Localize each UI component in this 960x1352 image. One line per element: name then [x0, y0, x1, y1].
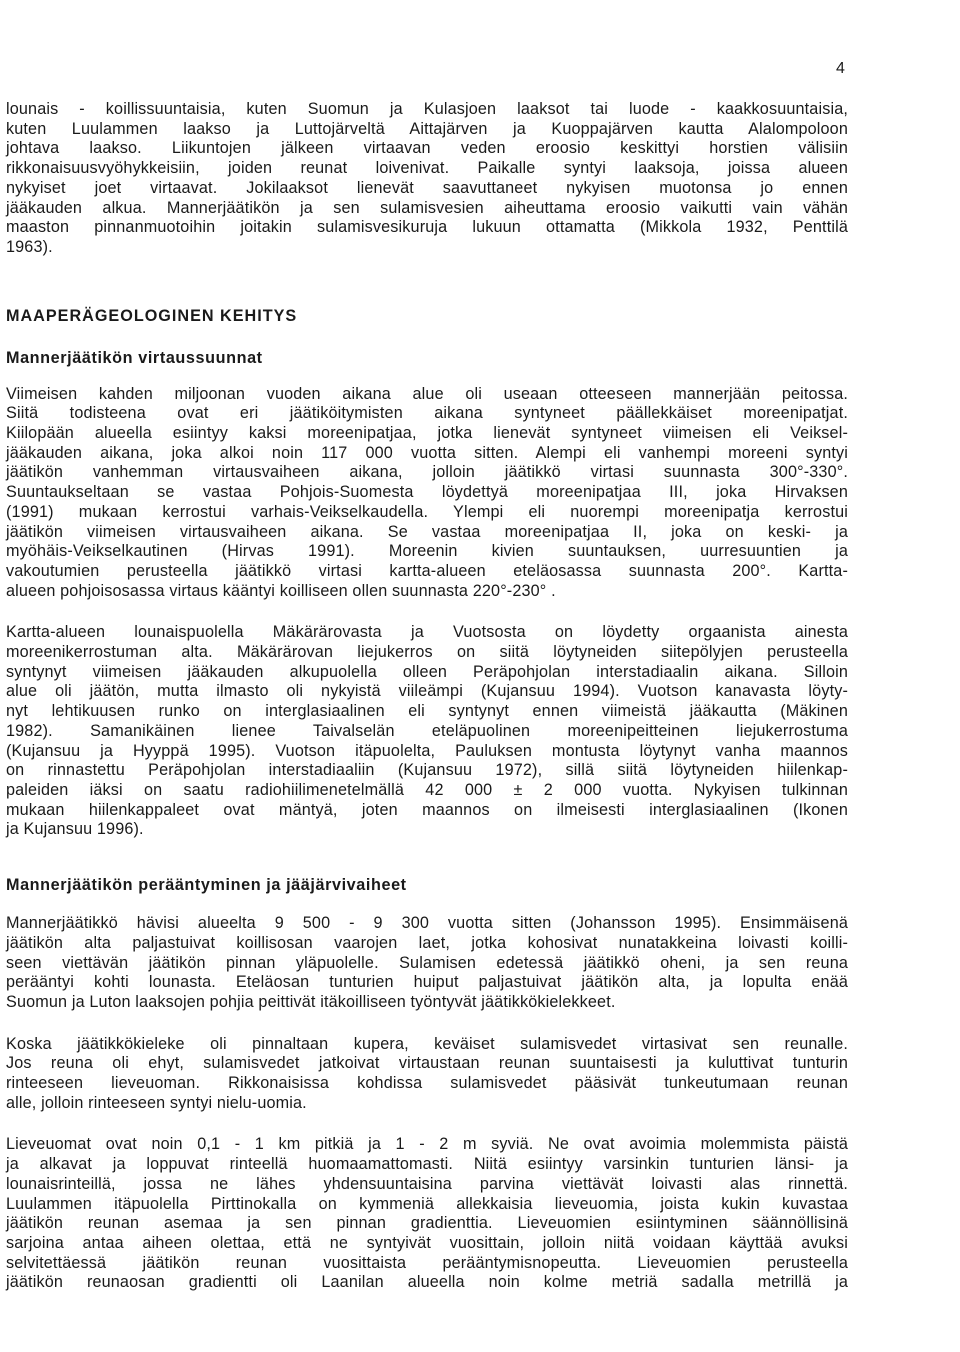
text-line: lounais - koillissuuntaisia, kuten Suomun ja Kulasjoen laaksot tai luode - kaakkosuuntaisia, — [6, 100, 848, 118]
text-line: nykyiset joet virtaavat. Jokilaaksot lienevät saavuttaneet nykyisen muotonsa jo ennen — [6, 178, 848, 197]
page-content — [6, 100, 848, 1293]
subsection-title-retreat: Mannerjäätikön perääntyminen ja jääjärvivaiheet — [6, 876, 407, 895]
text-line: 1982). Samanikäinen lienee Taivalselän eteläpuolinen moreenipeitteinen liejukerrostuma — [6, 721, 848, 740]
text-line: Luulammen itäpuolella Pirttinokalla on kymmeniä allekkaisia lieveuomia, joista kukin kuvastaa — [6, 1194, 848, 1213]
retreat-paragraph-1 — [6, 914, 848, 1013]
text-line: rikkonaisuusvyöhykkeisiin, joiden reunat loivenivat. Paikalle syntyi laaksoja, joissa alueen — [6, 159, 848, 178]
text-line: vakoutumien perusteella jäätikkö virtasi kartta-alueen eteläosassa suunnasta 200°. Kartta- — [6, 561, 848, 580]
text-line: Viimeisen kahden miljoonan vuoden aikana alue oli useaan otteeseen mannerjään peitossa. — [6, 384, 848, 403]
text-line: moreenikerrostuman alta. Mäkärärovan liejukerros on siitä löytyneiden siitepölyjen perusteella — [6, 643, 848, 662]
section-title: MAAPERÄGEOLOGINEN KEHITYS — [6, 306, 298, 325]
text-line: alue oli jäätön, mutta ilmasto oli nykyistä viileämpi (Kujansuu 1994). Vuotson kanavasta löyty- — [6, 682, 848, 701]
text-line: selvitettäessä jäätikön reunan vuosittaista perääntymisnopeutta. Lieveuomien perusteella — [6, 1253, 848, 1272]
text-line: jäätikön vanhemman virtausvaiheen aikana, jolloin jäätikkö virtasi suunnasta 300°-330°. — [6, 463, 848, 482]
text-line: jäätikön alta paljastuivat koillisosan vaarojen laet, jotka kohosivat nunatakkeina loivasti koilli- — [6, 933, 848, 952]
text-line: jääkauden alkua. Mannerjäätikön ja sen sulamisvesien aiheuttama eroosio vaikutti vain vähän — [6, 198, 848, 217]
text-line: Suuntaukseltaan se vastaa Pohjois-Suomesta löydettyä moreenipatjaa III, joka Hirvaksen — [6, 483, 848, 502]
text-line: rinteeseen lieveuoman. Rikkonaisissa kohdissa sulamisvedet pääsivät tunkeutumaan reunan — [6, 1074, 848, 1093]
text-line: Kiilopään alueella esiintyy kaksi moreenipatjaa, jotka lienevät syntyneet viimeisen eli Veiksel- — [6, 424, 848, 443]
page-number: 4 — [836, 60, 845, 77]
flow-directions-paragraph-1 — [6, 385, 848, 602]
text-line: seen viettävän jäätikön pinnan yläpuolelle. Sulamisen edetessä jäätikkö oheni, ja sen reuna — [6, 953, 848, 972]
text-line: lounaisrinteillä, jossa ne lähes yhdensuuntaisina parvina viettävät loivasti alas rinnettä. — [6, 1174, 848, 1193]
text-line: Jos reuna oli ehyt, sulamisvedet jatkoivat virtaustaan reunan suuntaisesti ja kuluttivat tunturin — [6, 1054, 848, 1073]
retreat-paragraph-3 — [6, 1135, 848, 1293]
text-line: Suomun ja Luton laaksojen pohjia peittivät itäkoilliseen työntyvät jäätikkökielekkeet. — [6, 992, 616, 1011]
text-line: on rinnastettu Peräpohjolan interstadiaaliin (Kujansuu 1972), sillä siitä löytyneiden hiilenkap- — [6, 761, 848, 780]
text-line: Kartta-alueen lounaispuolella Mäkärärovasta ja Vuotsosta on löydetty orgaanista ainesta — [6, 623, 848, 642]
text-line: mukaan hiilenkappaleet ovat mäntyä, joten maannos on ilmeisesti interglasiaalinen (Ikonen — [6, 800, 848, 819]
text-line: johtava laakso. Liikuntojen jälkeen virtaavan veden eroosio keskittyi horstien välisiin — [6, 139, 848, 158]
text-line: jäätikön reunaosan gradientti oli Laanilan alueella noin kolme metriä sadalla metrillä ja — [6, 1273, 848, 1292]
text-line: sarjoina antaa aiheen olettaa, että ne syntyivät vuosittain, jolloin niitä voidaan käyttää avuksi — [6, 1233, 848, 1252]
text-line: myöhäis-Veikselkautinen (Hirvas 1991). Moreenin kivien suuntauksen, uurresuuntien ja — [6, 542, 848, 561]
text-line: Koska jäätikkökieleke oli pinnaltaan kupera, keväiset sulamisvedet virtasivat sen reunalle. — [6, 1034, 848, 1053]
text-line: (1991) mukaan kerrostui varhais-Veikselkaudella. Ylempi eli nuorempi moreenipatja kerrostui — [6, 502, 848, 521]
text-line: paleiden iäksi on saatu radiohiilimenetelmällä 42 000 ± 2 000 vuotta. Nykyisen tulkinnan — [6, 780, 848, 799]
text-line: ja alkavat ja loppuvat rinteellä huomaamattomasti. Niitä esiintyy varsinkin tunturien länsi- ja — [6, 1155, 848, 1174]
text-line: perääntyi kohti lounasta. Eteläosan tunturien huiput paljastuivat jäätikön alta, ja lopulta enää — [6, 973, 848, 992]
text-line: jääkauden aikana, joka alkoi noin 117 000 vuotta sitten. Alempi eli vanhempi moreeni syntyi — [6, 443, 848, 462]
text-line: syntynyt viimeisen jääkauden alkupuolella olleen Peräpohjolan interstadiaalin aikana. Silloin — [6, 662, 848, 681]
text-line: alueen pohjoisosassa virtaus kääntyi koilliseen ollen suunnasta 220°-230° . — [6, 581, 556, 600]
text-line: nyt lehtikuusen runko on interglasiaalinen eli syntynyt ennen viimeistä jääkautta (Mäkinen — [6, 702, 848, 721]
flow-directions-paragraph-2 — [6, 623, 848, 840]
text-line: jäätikön reunan asemaa ja sen pinnan gradienttia. Lieveuomien esiintyminen säännöllisinä — [6, 1214, 848, 1233]
text-line: ja Kujansuu 1996). — [6, 820, 144, 839]
subsection-title-flow-directions: Mannerjäätikön virtaussuunnat — [6, 348, 263, 367]
text-line: (Kujansuu ja Hyyppä 1995). Vuotson itäpuolelta, Pauluksen montusta löytynyt vanha maannos — [6, 741, 848, 760]
text-line: Siitä todisteena ovat eri jäätiköitymisten aikana syntyneet päällekkäiset moreenipatjat. — [6, 404, 848, 423]
text-line: maaston pinnanmuotoihin joitakin sulamisvesikuruja lukuun ottamatta (Mikkola 1932, Penttilä — [6, 218, 848, 237]
text-line: kuten Luulammen laakso ja Luttojärveltä Aittajärven ja Kuoppajärven kautta Alalompoloon — [6, 119, 848, 138]
retreat-paragraph-2 — [6, 1035, 848, 1114]
text-line: alle, jolloin rinteeseen syntyi nielu-uomia. — [6, 1093, 307, 1112]
text-line: Mannerjäätikkö hävisi alueelta 9 500 - 9 300 vuotta sitten (Johansson 1995). Ensimmäisenä — [6, 914, 848, 933]
text-line: jäätikön viimeisen virtausvaiheen aikana. Se vastaa moreenipatjaa II, joka on keski- ja — [6, 522, 848, 541]
intro-paragraph — [6, 100, 848, 258]
text-line: 1963). — [6, 237, 53, 256]
text-line: Lieveuomat ovat noin 0,1 - 1 km pitkiä ja 1 - 2 m syviä. Ne ovat avoimia molemmista päistä — [6, 1135, 848, 1154]
